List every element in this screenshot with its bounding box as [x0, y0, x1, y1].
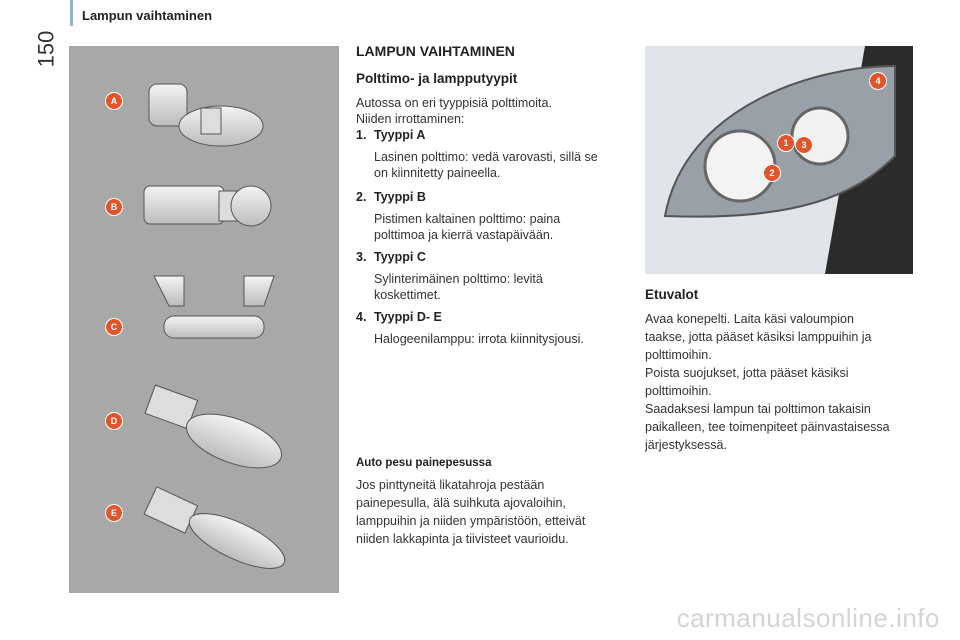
right-text: Saadaksesi lampun tai polttimon takaisin: [645, 402, 871, 416]
item-number: 4.: [356, 310, 367, 324]
label-e: E: [105, 504, 123, 522]
wash-text: Jos pinttyneitä likatahroja pestään: [356, 478, 545, 492]
item-title: Tyyppi D- E: [374, 310, 442, 324]
right-text: polttimoihin.: [645, 384, 712, 398]
label-c: C: [105, 318, 123, 336]
label-1: 1: [777, 134, 795, 152]
headlamp-photo: [645, 46, 913, 274]
item-number: 3.: [356, 250, 367, 264]
item-text: on kiinnitetty paineella.: [374, 166, 501, 180]
bulb-e-drawing: [144, 487, 292, 579]
item-title: Tyyppi A: [374, 128, 426, 142]
bulb-d-drawing: [145, 385, 288, 479]
right-text: Avaa konepelti. Laita käsi valoumpion: [645, 312, 854, 326]
bulb-illustration-panel: [69, 46, 339, 593]
right-text: Poista suojukset, jotta pääset käsiksi: [645, 366, 849, 380]
section-title: Lampun vaihtaminen: [82, 8, 213, 23]
label-2: 2: [763, 164, 781, 182]
bulb-c-drawing: [154, 276, 274, 338]
item-text: polttimoa ja kierrä vastapäivään.: [374, 228, 554, 242]
watermark-text: carmanualsonline.info: [676, 603, 940, 633]
wash-text: painepesulla, älä suihkuta ajovaloihin,: [356, 496, 566, 510]
main-title: LAMPUN VAIHTAMINEN: [356, 43, 515, 59]
right-text: paikalleen, tee toimenpiteet päinvastaisessa: [645, 420, 890, 434]
bulb-b-drawing: [144, 186, 271, 226]
right-text: järjestyksessä.: [645, 438, 727, 452]
item-text: koskettimet.: [374, 288, 441, 302]
intro-line-2: Niiden irrottaminen:: [356, 112, 465, 126]
item-number: 1.: [356, 128, 367, 142]
wash-text: lamppuihin ja niiden ympäristöön, etteivät: [356, 514, 586, 528]
label-b: B: [105, 198, 123, 216]
wash-text: niiden lakkapinta ja tiivisteet vaurioidu.: [356, 532, 569, 546]
main-subtitle: Polttimo- ja lampputyypit: [356, 71, 518, 86]
label-3: 3: [795, 136, 813, 154]
intro-line-1: Autossa on eri tyyppisiä polttimoita.: [356, 96, 552, 110]
item-text: Sylinterimäinen polttimo: levitä: [374, 272, 543, 286]
label-4: 4: [869, 72, 887, 90]
item-title: Tyyppi B: [374, 190, 426, 204]
item-number: 2.: [356, 190, 367, 204]
right-title: Etuvalot: [645, 287, 699, 302]
label-a: A: [105, 92, 123, 110]
wash-title: Auto pesu painepesussa: [356, 457, 492, 469]
item-title: Tyyppi C: [374, 250, 426, 264]
page-number: 150: [33, 30, 59, 68]
item-text: Pistimen kaltainen polttimo: paina: [374, 212, 561, 226]
item-text: Lasinen polttimo: vedä varovasti, sillä se: [374, 150, 598, 164]
label-d: D: [105, 412, 123, 430]
item-text: Halogeenilamppu: irrota kiinnitysjousi.: [374, 332, 584, 346]
right-text: taakse, jotta pääset käsiksi lamppuihin ja: [645, 330, 872, 344]
right-text: polttimoihin.: [645, 348, 712, 362]
bulb-a-drawing: [149, 84, 263, 146]
section-accent-bar: [70, 0, 73, 26]
